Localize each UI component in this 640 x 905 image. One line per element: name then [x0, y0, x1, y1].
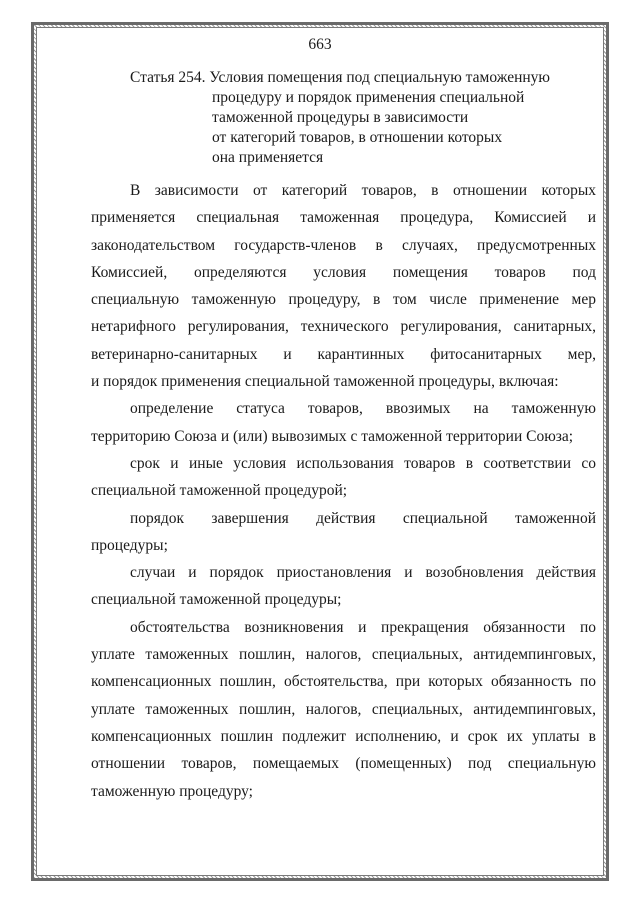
body-line: ветеринарно-санитарных и карантинных фитосанитарных мер, [91, 345, 596, 363]
article-heading-line: от категорий товаров, в отношении которых [212, 129, 503, 146]
article-heading-line: таможенной процедуры в зависимости [212, 109, 469, 126]
article-heading-line: она применяется [212, 149, 324, 166]
body-line: Комиссией, определяются условия помещения товаров под [91, 263, 596, 281]
body-line: компенсационных пошлин, обстоятельства, при которых обязанность по [91, 673, 596, 691]
body-line: и порядок применения специальной таможенной процедуры, включая: [91, 373, 559, 391]
body-line: определение статуса товаров, ввозимых на таможенную [130, 400, 596, 418]
body-line: В зависимости от категорий товаров, в отношении которых [130, 182, 596, 199]
body-line: специальной таможенной процедурой; [91, 482, 348, 500]
body-line: уплате таможенных пошлин, налогов, специальных, антидемпинговых, [91, 700, 596, 718]
body-line: применяется специальная таможенная процедура, Комиссией и [91, 209, 596, 227]
page-number: 663 [308, 36, 332, 53]
body-line: компенсационных пошлин подлежит исполнению, и срок их уплаты в [91, 727, 596, 745]
body-line: таможенную процедуру; [91, 782, 253, 800]
article-heading-line: процедуру и порядок применения специальной [212, 89, 525, 106]
body-line: случаи и порядок приостановления и возобновления действия [130, 564, 596, 582]
body-line: специальной таможенной процедуры; [91, 591, 342, 609]
body-line: территорию Союза и (или) вывозимых с таможенной территории Союза; [91, 427, 574, 445]
body-line: срок и иные условия использования товаров в соответствии со [130, 454, 596, 472]
body-line: специальную таможенную процедуру, в том числе применение мер [91, 291, 596, 309]
article-heading [130, 68, 600, 168]
body-line: процедуры; [91, 536, 168, 554]
body-line: уплате таможенных пошлин, налогов, специальных, антидемпинговых, [91, 646, 596, 664]
body-line: порядок завершения действия специальной таможенной [130, 509, 596, 527]
article-body [91, 177, 596, 805]
body-line: обстоятельства возникновения и прекращения обязанности по [130, 618, 596, 636]
body-line: отношении товаров, помещаемых (помещенных) под специальную [91, 755, 596, 773]
article-heading-line: Статья 254. Условия помещения под специальную таможенную [130, 69, 551, 86]
body-line: законодательством государств-членов в случаях, предусмотренных [91, 236, 596, 254]
body-line: нетарифного регулирования, технического регулирования, санитарных, [91, 318, 596, 336]
